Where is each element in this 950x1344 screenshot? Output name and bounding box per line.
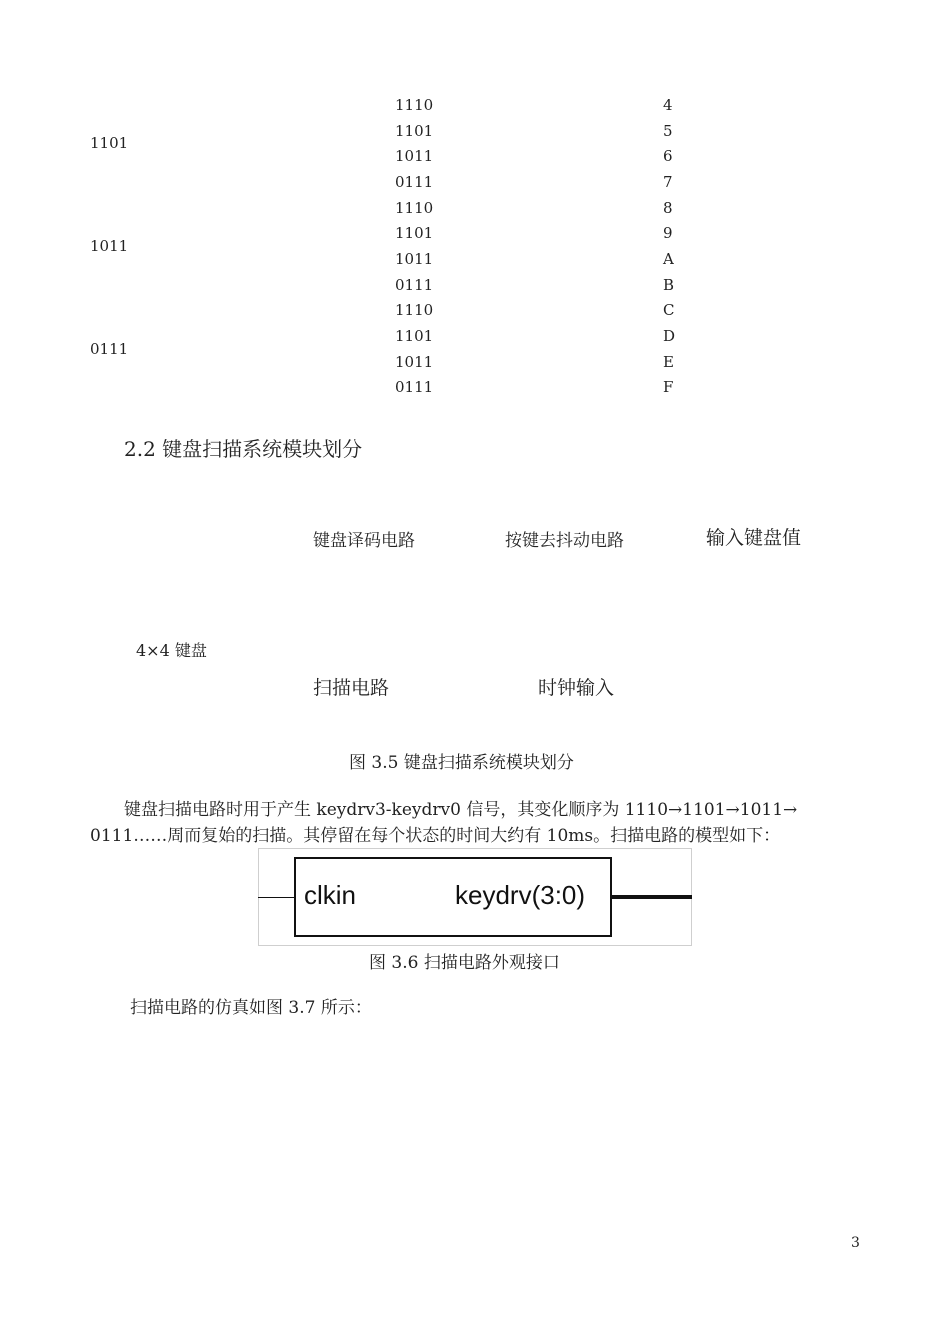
table-key-value: F — [663, 378, 674, 396]
input-wire — [258, 897, 294, 898]
output-bus — [612, 895, 692, 899]
table-key-value: 9 — [663, 224, 673, 242]
input-port-label: clkin — [304, 880, 357, 910]
table-col-code: 0111 — [90, 340, 129, 358]
table-row-code: 1011 — [395, 353, 434, 371]
table-row-code: 1011 — [395, 250, 434, 268]
table-key-value: 8 — [663, 199, 673, 217]
table-col-code: 1101 — [90, 134, 129, 152]
scan-label: 扫描电路 — [313, 677, 390, 699]
figure-caption: 图 3.6 扫描电路外观接口 — [369, 953, 560, 973]
keypad-label: 4×4 键盘 — [136, 641, 207, 660]
table-key-value: D — [663, 327, 676, 345]
figure-caption: 图 3.5 键盘扫描系统模块划分 — [349, 753, 574, 773]
output-port-label: keydrv(3:0) — [455, 880, 586, 910]
table-key-value: C — [663, 301, 675, 319]
table-key-value: 4 — [663, 96, 673, 114]
table-row-code: 1101 — [395, 122, 434, 140]
table-row-code: 0111 — [395, 378, 434, 396]
table-key-value: 7 — [663, 173, 673, 191]
table-row-code: 0111 — [395, 276, 434, 294]
table-row-code: 1101 — [395, 224, 434, 242]
table-row-code: 1110 — [395, 96, 434, 114]
table-col-code: 1011 — [90, 237, 129, 255]
clock-label: 时钟输入 — [538, 677, 615, 699]
key-value-label: 输入键盘值 — [706, 527, 802, 549]
page-number: 3 — [851, 1235, 860, 1251]
table-row-code: 0111 — [395, 173, 434, 191]
table-row-code: 1110 — [395, 199, 434, 217]
debounce-label: 按键去抖动电路 — [505, 531, 624, 551]
paragraph-line: 键盘扫描电路时用于产生 keydrv3-keydrv0 信号，其变化顺序为 1110→1101→1011→ — [124, 800, 798, 820]
decoder-label: 键盘译码电路 — [313, 531, 415, 551]
table-key-value: E — [663, 353, 674, 371]
table-key-value: 5 — [663, 122, 673, 140]
table-key-value: B — [663, 276, 675, 294]
table-row-code: 1101 — [395, 327, 434, 345]
table-row-code: 1110 — [395, 301, 434, 319]
simulation-text: 扫描电路的仿真如图 3.7 所示： — [130, 998, 372, 1018]
paragraph-line: 0111……周而复始的扫描。其停留在每个状态的时间大约有 10ms。扫描电路的模型如下： — [90, 826, 781, 846]
table-key-value: A — [663, 250, 674, 268]
section-title: 2.2 键盘扫描系统模块划分 — [124, 437, 363, 461]
table-key-value: 6 — [663, 147, 673, 165]
table-row-code: 1011 — [395, 147, 434, 165]
